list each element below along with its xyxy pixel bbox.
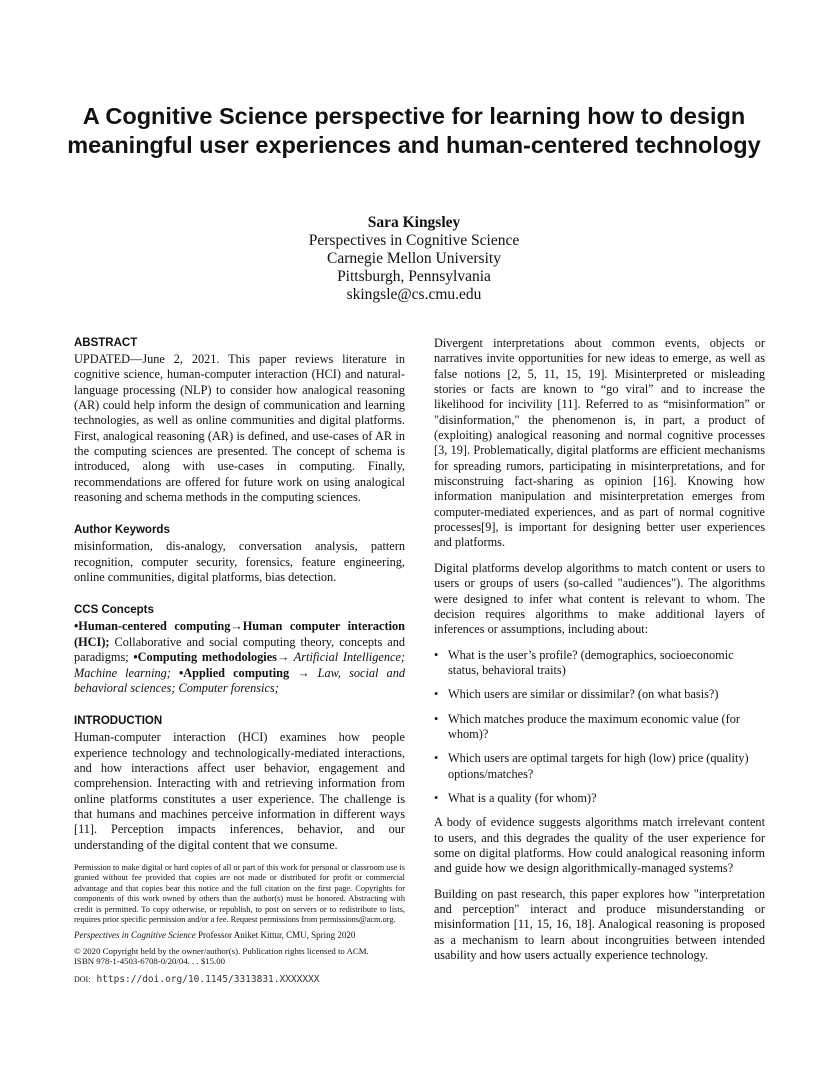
list-item: • Which users are optimal targets for high (low) price (quality) options/matches? bbox=[434, 751, 749, 781]
author-affiliation: Perspectives in Cognitive Science bbox=[308, 232, 520, 249]
author-block bbox=[214, 214, 614, 304]
abstract-text: UPDATED—June 2, 2021. This paper reviews literature in cognitive science, human-computer interaction (HCI) and natural-language processing (NLP) to consider how analogical reasoning (AR) could help inform the design of communication and learning technologies, as well as online communities and digital platforms. First, analogical reasoning (AR) is defined, and use-cases of AR in the computing sciences are presented. The concept of schema is introduced, along with use-cases in computing. Finally, recommendations are offered for future work on using analogical reasoning and schema methods in the computing sciences. bbox=[74, 352, 405, 505]
right-paragraph-4: Building on past research, this paper explores how "interpretation and perception" interact and produce misunderstanding or misinformation [11, 15, 16, 18]. Analogical reasoning is proposed as a mechanism to learn about incongruities between intended usability and how users actually experience technology. bbox=[434, 886, 765, 963]
paper-title: A Cognitive Science perspective for learning how to design meaningful user experiences and human-centered technology bbox=[67, 103, 761, 158]
copyright-line: © 2020 Copyright held by the owner/author(s). Publication rights licensed to ACM. bbox=[74, 945, 369, 956]
right-paragraph-1: Divergent interpretations about common events, objects or narratives invite opportunities for new ideas to emerge, as well as false notions [2, 5, 11, 15, 19]. Misinterpreted or misleading stories or facts are known to “go viral” and to increase the likelihood for incivility [11]. Referred to as “misinformation” or "disinformation," the phenomenon is, in part, a product of (exploiting) analogical reasoning and normal cognitive processes [3, 19]. Problematically, digital platforms are efficient mechanisms for spreading rumors, participating in misinterpretations, and for misconstruing fact-sharing as opinion [16]. Knowing how information manipulation and misinterpretation emerges from computer-mediated experiences, and as part of normal cognitive processes[9], is important for designing better user experiences and platforms. bbox=[434, 336, 765, 550]
bullet-icon: • bbox=[434, 711, 439, 726]
bullet-icon: • bbox=[434, 647, 439, 662]
ccs-applied: •Applied computing bbox=[179, 665, 290, 680]
right-column bbox=[434, 336, 765, 973]
bullet-icon: • bbox=[434, 790, 439, 805]
ccs-collab: Collaborative and social computing theory, concepts and paradigms; bbox=[74, 634, 405, 665]
venue-line bbox=[74, 930, 405, 941]
doi-label: DOI: bbox=[74, 974, 91, 984]
permission-notice: Permission to make digital or hard copies of all or part of this work for personal or classroom use is granted without fee provided that copies are not made or distributed for profit or commercial advantage and that copies bear this notice and the full citation on the first page. Copyrights for components of this work owned by others than the author(s) must be honored. Abstracting with credit is permitted. To copy otherwise, or republish, to post on servers or to redistribute to lists, requires prior specific permission and/or a fee. Request permissions from permissions@acm.org. bbox=[74, 862, 405, 925]
list-item: • Which matches produce the maximum economic value (for whom)? bbox=[434, 711, 740, 741]
bullet-icon: • bbox=[434, 751, 439, 766]
bullet-icon: • bbox=[434, 687, 439, 702]
list-item: • What is a quality (for whom)? bbox=[434, 790, 597, 805]
introduction-heading: INTRODUCTION bbox=[74, 715, 163, 728]
copyright-block bbox=[74, 946, 405, 967]
list-item: • Which users are similar or dissimilar? (on what basis?) bbox=[434, 687, 719, 702]
left-column bbox=[74, 336, 405, 986]
author-name: Sara Kingsley bbox=[367, 214, 461, 231]
ccs-text bbox=[74, 619, 405, 696]
doi-link[interactable]: https://doi.org/10.1145/3313831.XXXXXXX bbox=[96, 973, 320, 985]
right-paragraph-3: A body of evidence suggests algorithms match irrelevant content to users, and this degrades the quality of the user experience for some on digital platforms. How could analogical reasoning inform and guide how we design algorithmically-managed systems? bbox=[434, 815, 765, 876]
right-paragraph-2: Digital platforms develop algorithms to match content or users to users or groups of users (so-called "audiences"). The algorithms were designed to infer what content is relevant to whom. The decision requires algorithms to make additional layers of inferences or assumptions, including about: bbox=[434, 560, 765, 637]
author-location: Pittsburgh, Pennsylvania bbox=[337, 268, 491, 285]
list-item: • What is the user’s profile? (demographics, socioeconomic status, behavioral traits) bbox=[434, 647, 734, 677]
keywords-heading: Author Keywords bbox=[74, 524, 170, 537]
ccs-heading: CCS Concepts bbox=[74, 604, 154, 617]
abstract-heading: ABSTRACT bbox=[74, 337, 138, 349]
venue-detail: Professor Aniket Kittur, CMU, Spring 2020 bbox=[195, 929, 356, 940]
keywords-text: misinformation, dis-analogy, conversation analysis, pattern recognition, computer security, forensics, feature engineering, online communities, digital platforms, bias detection. bbox=[74, 539, 405, 585]
author-email[interactable]: skingsle@cs.cmu.edu bbox=[346, 286, 482, 303]
venue-name: Perspectives in Cognitive Science bbox=[74, 929, 196, 940]
doi-line bbox=[74, 973, 405, 986]
ccs-hcc: •Human-centered computing→Human computer interaction (HCI); bbox=[74, 619, 405, 649]
ccs-law: → Law, social and behavioral sciences; Computer forensics; bbox=[74, 665, 405, 695]
introduction-text: Human-computer interaction (HCI) examines how people experience technology and technologically-mediated interactions, and how interactions affect user behavior, engagement and comprehension. Interacting with and retrieving information from online platforms constitutes a user experience. The challenge is that humans and machines perceive information in different ways [11]. Perception impacts inferences, behavior, and our understanding of the digital content that we consume. bbox=[74, 730, 405, 852]
ccs-methodologies: •Computing methodologies bbox=[133, 650, 277, 665]
isbn-line: ISBN 978-1-4503-6708-0/20/04. . . $15.00 bbox=[74, 956, 226, 967]
author-institution: Carnegie Mellon University bbox=[327, 250, 501, 267]
inference-list bbox=[434, 648, 765, 807]
ccs-ai: → Artificial Intelligence; Machine learning; bbox=[74, 650, 405, 680]
